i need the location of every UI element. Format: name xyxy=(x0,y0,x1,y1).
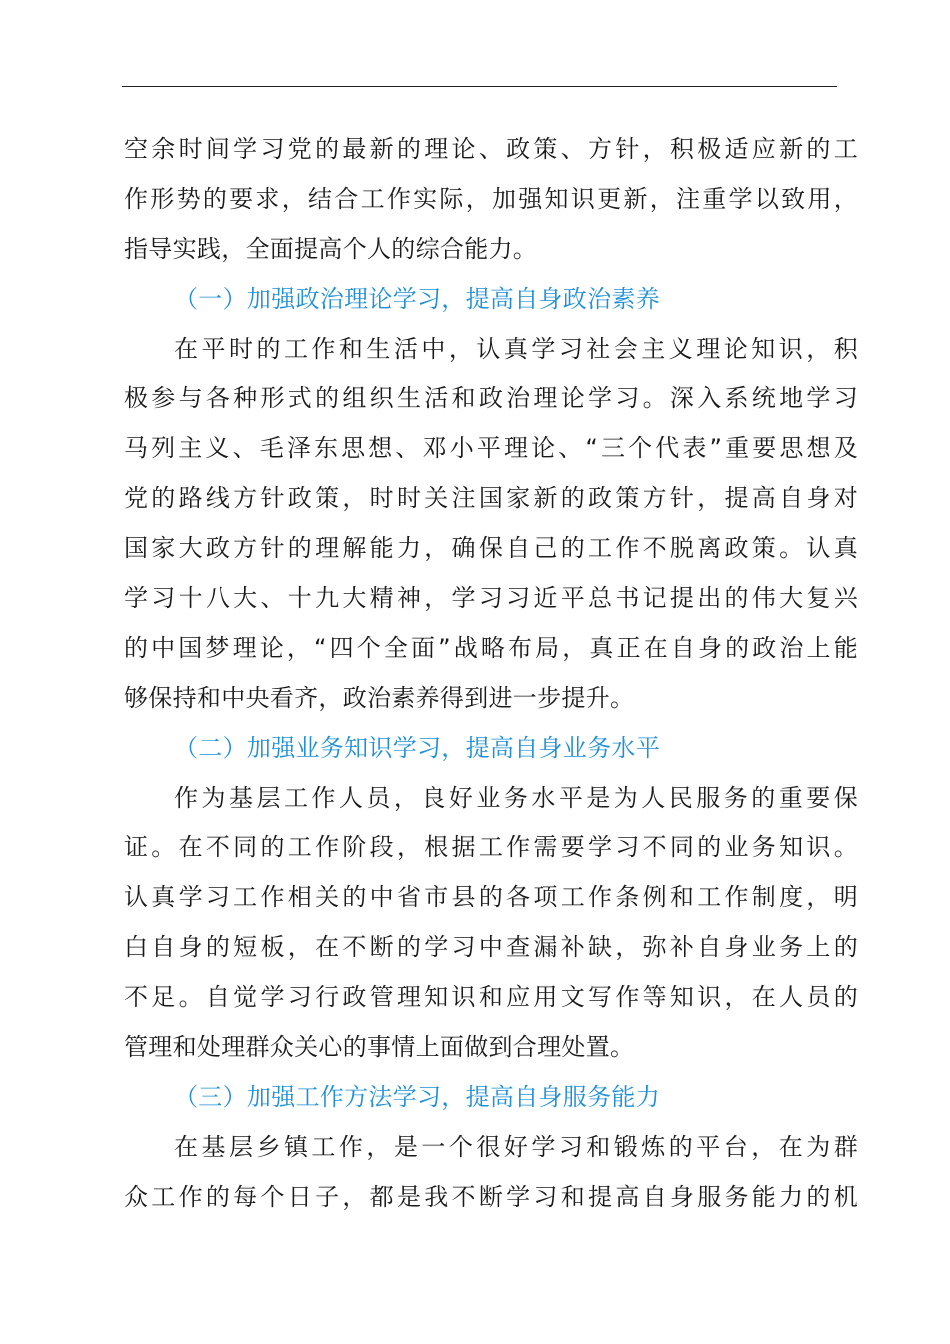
text-line: 不足。自觉学习行政管理知识和应用文写作等知识，在人员的 xyxy=(124,983,858,1012)
text-line: 管理和处理群众关心的事情上面做到合理处置。 xyxy=(124,1033,635,1062)
text-line: 作形势的要求，结合工作实际，加强知识更新，注重学以致用， xyxy=(124,184,858,213)
text-line: 在基层乡镇工作，是一个很好学习和锻炼的平台，在为群 xyxy=(174,1132,858,1161)
text-line: 够保持和中央看齐，政治素养得到进一步提升。 xyxy=(124,683,635,712)
text-line: 学习十八大、十九大精神，学习习近平总书记提出的伟大复兴 xyxy=(124,584,858,613)
text-line: 众工作的每个日子，都是我不断学习和提高自身服务能力的机 xyxy=(124,1182,858,1211)
text-line: 空余时间学习党的最新的理论、政策、方针，积极适应新的工 xyxy=(124,135,858,163)
text-line: 认真学习工作相关的中省市县的各项工作条例和工作制度，明 xyxy=(124,883,858,912)
text-line: 在平时的工作和生活中，认真学习社会主义理论知识，积 xyxy=(174,334,858,363)
header-rule xyxy=(122,86,837,87)
section-heading-2: （二）加强业务知识学习，提高自身业务水平 xyxy=(174,733,660,762)
text-line: 党的路线方针政策，时时关注国家新的政策方针，提高自身对 xyxy=(124,484,858,513)
text-line: 极参与各种形式的组织生活和政治理论学习。深入系统地学习 xyxy=(124,384,858,413)
text-line: 作为基层工作人员，良好业务水平是为人民服务的重要保 xyxy=(174,783,858,812)
text-line: 白自身的短板，在不断的学习中查漏补缺，弥补自身业务上的 xyxy=(124,933,858,962)
section-heading-3: （三）加强工作方法学习，提高自身服务能力 xyxy=(174,1082,660,1111)
text-line: 马列主义、毛泽东思想、邓小平理论、“三个代表”重要思想及 xyxy=(124,434,858,463)
text-line: 证。在不同的工作阶段，根据工作需要学习不同的业务知识。 xyxy=(124,833,858,862)
text-line: 国家大政方针的理解能力，确保自己的工作不脱离政策。认真 xyxy=(124,534,858,563)
document-body xyxy=(124,125,858,1223)
text-line: 指导实践，全面提高个人的综合能力。 xyxy=(124,234,538,263)
text-line: 的中国梦理论，“四个全面”战略布局，真正在自身的政治上能 xyxy=(124,633,858,662)
section-heading-1: （一）加强政治理论学习，提高自身政治素养 xyxy=(174,284,660,313)
